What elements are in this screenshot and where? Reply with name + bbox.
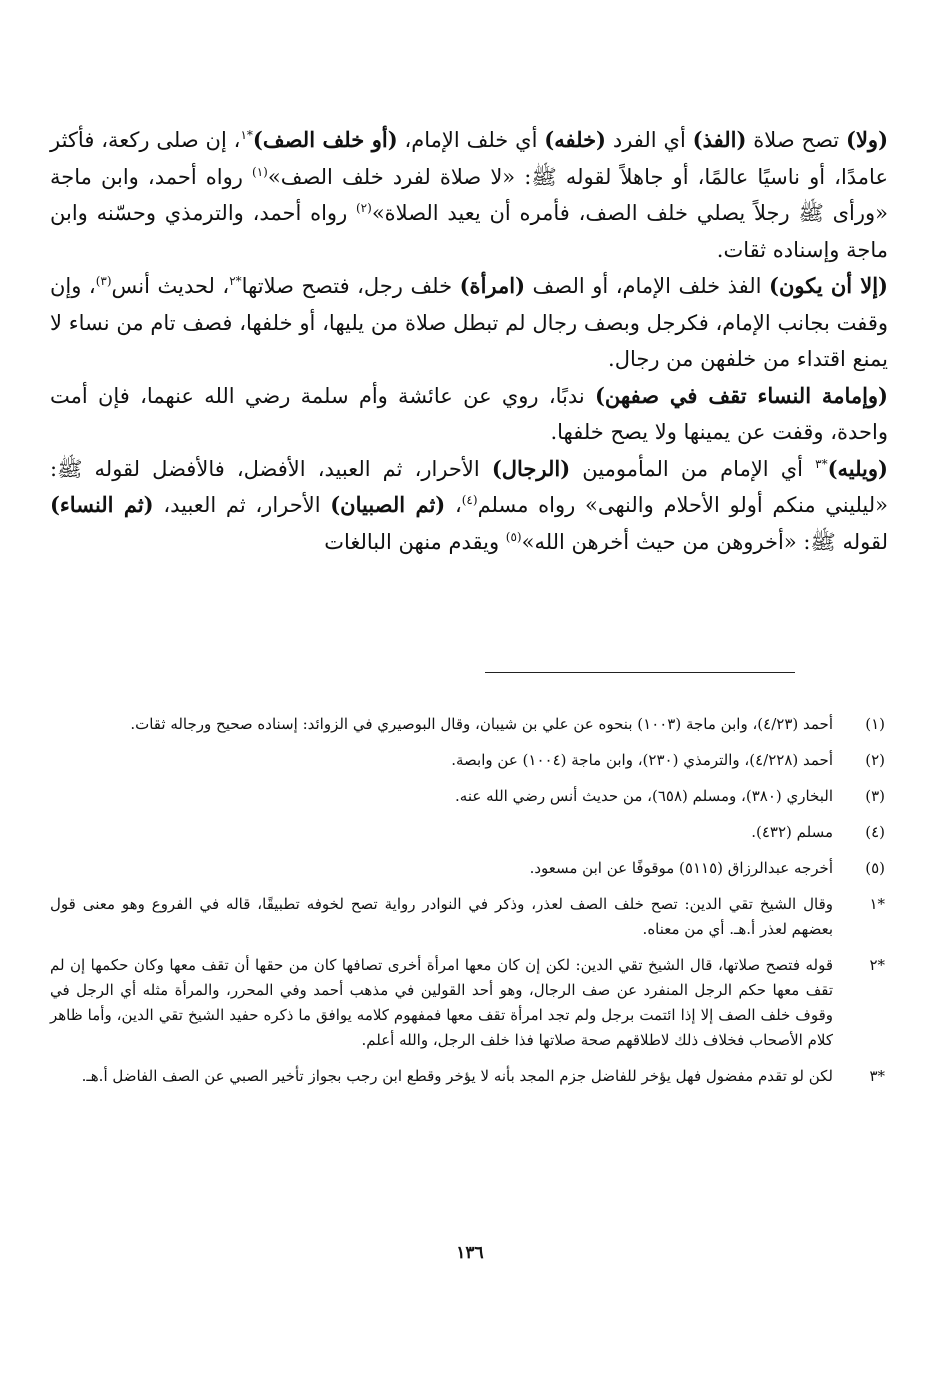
note-marker: *١ [869,895,885,913]
footnote-4 [50,820,885,845]
note-star-1 [50,892,885,942]
keyword: (الرجال) [491,455,571,481]
footnote-marker: (٣) [865,787,885,805]
footnote-1 [50,712,885,737]
keyword: (ثم الصبيان) [330,492,446,517]
footnote-5 [50,856,885,881]
footnote-marker: (١) [865,715,885,733]
footnote-ref: *١ [240,128,253,142]
keyword: (وإمامة النساء تقف في صفهن) [594,382,888,408]
footnote-ref: (٣) [95,274,112,288]
footnote-text: مسلم (٤٣٢). [751,823,833,841]
footnote-text: أحمد (٤/٢٣)، وابن ماجة (١٠٠٣) بنحوه عن علي بن شيبان، وقال البوصيري في الزوائد: إسناده صحيح ورجاله ثقات. [130,715,833,733]
note-text: لكن لو تقدم مفضول فهل يؤخر للفاضل جزم المجد بأنه لا يؤخر وقطع ابن رجب بجواز تأخير الصبي عن الصف الفاضل أ.هـ. [81,1067,833,1085]
note-star-2 [50,953,885,1053]
note-star-3 [50,1064,885,1089]
note-text: وقال الشيخ تقي الدين: تصح خلف الصف لعذر، وذكر في النوادر رواية تصح لخوفه تطبيقًا، قاله في الفروع وهو معنى قول بعضهم لعذر أ.هـ. أي من معناه. [50,895,833,938]
footnote-ref: *٢ [229,274,242,288]
page-number: ١٣٦ [456,1243,484,1263]
paragraph-1: (ولا) تصح صلاة (الفذ) أي الفرد (خلفه) أي خلف الإمام، (أو خلف الصف)$^{*١}$، إن صلى ركعة، فأكثر عامدًا، أو ناسيًا عالمًا، أو جاهلاً لقوله ﷺ: «لا صلاة لفرد خلف الصف»$^{(١)}$ رواه أحمد، وابن ماجة «ورأى ﷺ رجلاً يصلي خلف الصف، فأمره أن يعيد الصلاة»$^{(٢)}$ رواه أحمد، والترمذي وحسّنه وابن ماجة وإسناده ثقات. [50,127,889,262]
keyword: (ويليه) [827,455,888,481]
footnote-ref: *٣ [815,456,828,471]
paragraph-3: (وإمامة النساء تقف في صفهن) ندبًا، روي عن عائشة وأم سلمة رضي الله عنهما، فإن أمت واحدة، وقفت عن يمينها ولا يصح خلفها. [50,382,888,444]
footnotes [50,712,885,1100]
note-marker: *٢ [869,956,885,974]
footnote-3 [50,784,885,809]
note-marker: *٣ [869,1067,885,1085]
keyword: (الفذ) [692,127,747,152]
footnote-text: أخرجه عبدالرزاق (٥١١٥) موقوفًا عن ابن مسعود. [529,859,833,877]
footnote-ref: (٢) [355,201,372,215]
footnote-ref: (١) [252,164,268,179]
footnote-divider [485,672,795,673]
footnote-text: أحمد (٤/٢٢٨)، والترمذي (٢٣٠)، وابن ماجة (١٠٠٤) عن وابصة. [451,751,833,769]
keyword: (إلا أن يكون) [769,273,888,298]
footnote-2 [50,748,885,773]
keyword: (أو خلف الصف) [252,127,398,152]
paragraph-2: (إلا أن يكون) الفذ خلف الإمام، أو الصف (امرأة) خلف رجل، فتصح صلاتها$^{*٢}$، لحديث أنس$^{(٣)}$، وإن وقفت بجانب الإمام، فكرجل وبصف رجال لم تبطل صلاة من يليها، أو خلفها، فصف تام من نساء لا يمنع اقتداء من خلفهن من رجال. [50,273,888,371]
keyword: (خلفه) [544,127,606,152]
footnote-ref: (٥) [505,529,522,544]
keyword: (امرأة) [459,273,526,298]
footnote-marker: (٥) [865,859,885,877]
paragraph-4: (ويليه)$^{*٣}$ أي الإمام من المأمومين (الرجال) الأحرار، ثم العبيد، الأفضل، فالأفضل لقوله ﷺ: «ليليني منكم أولو الأحلام والنهى» رواه مسلم$^{(٤)}$، (ثم الصبيان) الأحرار، ثم العبيد، (ثم النساء) لقوله ﷺ: «أخروهن من حيث أخرهن الله»$^{(٥)}$ ويقدم منهن البالغات [50,455,888,554]
footnote-marker: (٤) [865,823,885,841]
note-text: قوله فتصح صلاتها، قال الشيخ تقي الدين: لكن إن كان معها امرأة أخرى تصافها كان من حقها أن تقف معها وكان حكمها إن لم تقف معها حكم الرجل المنفرد عن صف الرجال، وهو أحد القولين في مذهب أحمد وفي المحرر، والمرأة مثله أي الرجل في وقوف خلف الصف إلا إذا ائتمت برجل ولم تجد امرأة تقف معها فمفهوم كلامه يوافق ما ذكره حفيد الشيخ تقي الدين، وأما ظاهر كلام الأصحاب فخلاف ذلك لاطلاقهم صحة صلاتها فذا خلف الرجل، والله أعلم. [50,956,833,1049]
footnote-ref: (٤) [461,493,478,507]
footnote-text: البخاري (٣٨٠)، ومسلم (٦٥٨)، من حديث أنس رضي الله عنه. [455,787,833,805]
main-text [50,122,888,560]
keyword: (ثم النساء) [50,492,154,517]
keyword: (ولا) [846,127,889,152]
footnote-marker: (٢) [865,751,885,769]
